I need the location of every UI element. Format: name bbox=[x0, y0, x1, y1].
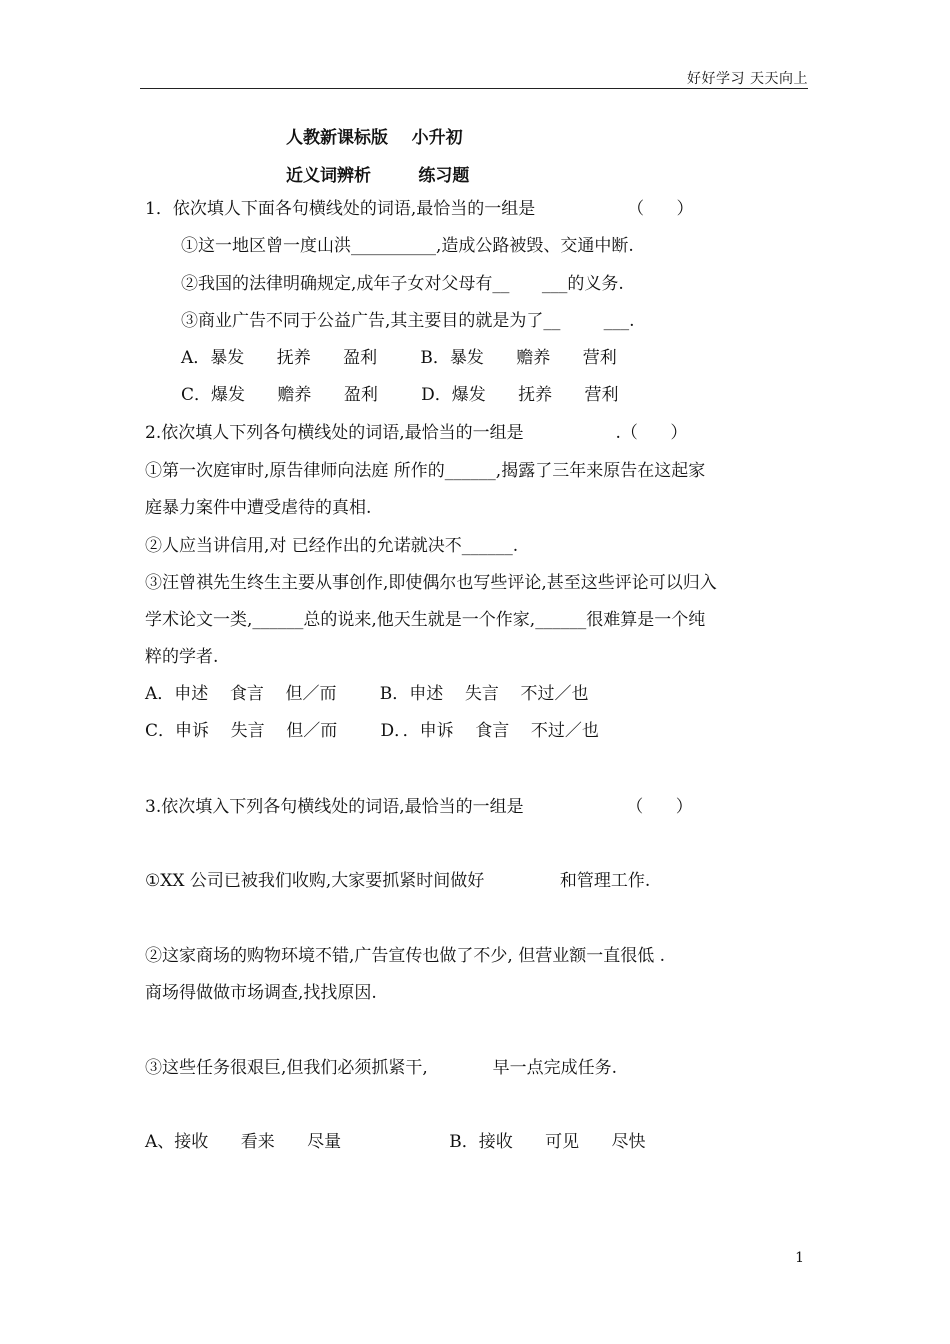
question-2-item-3c: 粹的学者. bbox=[145, 647, 219, 667]
document-title: 人教新课标版 小升初 bbox=[286, 128, 463, 148]
question-1-item-3: ③商业广告不同于公益广告,其主要目的就是为了__ ___. bbox=[181, 311, 635, 331]
question-1-options-ab: A．暴发 抚养 盈利 B．暴发 赡养 营利 bbox=[181, 348, 617, 368]
header-rule bbox=[140, 88, 808, 89]
question-1-stem: 1．依次填人下面各句横线处的词语,最恰当的一组是 （ ） bbox=[145, 199, 694, 219]
question-3-item-2b: 商场得做做市场调查,找找原因. bbox=[145, 983, 377, 1003]
question-2-stem: 2.依次填人下列各句横线处的词语,最恰当的一组是 .（ ） bbox=[145, 423, 688, 443]
question-2-item-3a: ③汪曾祺先生终生主要从事创作,即使偶尔也写些评论,甚至这些评论可以归入 bbox=[145, 573, 717, 593]
question-2-item-1b: 庭暴力案件中遭受虐待的真相. bbox=[145, 498, 372, 518]
question-2-options-cd: C．申诉 失言 但／而 D．．申诉 食言 不过／也 bbox=[145, 721, 599, 741]
question-3-item-3: ③这些任务很艰巨,但我们必须抓紧干, 早一点完成任务. bbox=[145, 1058, 618, 1078]
question-2-item-1a: ①第一次庭审时,原告律师向法庭 所作的______,揭露了三年来原告在这起家 bbox=[145, 461, 706, 481]
question-2-item-3b: 学术论文一类,______总的说来,他天生就是一个作家,______很难算是一个纯 bbox=[145, 610, 706, 630]
question-3-item-2a: ②这家商场的购物环境不错,广告宣传也做了不少, 但营业额一直很低 . bbox=[145, 946, 666, 966]
question-2-item-2: ②人应当讲信用,对 已经作出的允诺就决不______. bbox=[145, 536, 519, 556]
question-1-item-2: ②我国的法律明确规定,成年子女对父母有__ ___的义务. bbox=[181, 274, 624, 294]
question-1-options-cd: C．爆发 赡养 盈利 D．爆发 抚养 营利 bbox=[181, 385, 619, 405]
question-2-options-ab: A．申述 食言 但／而 B．申述 失言 不过／也 bbox=[145, 684, 589, 704]
question-3-options-ab: A、接收 看来 尽量 B．接收 可见 尽快 bbox=[145, 1132, 646, 1152]
document-subtitle: 近义词辨析 练习题 bbox=[286, 166, 470, 186]
header-text: 好好学习 天天向上 bbox=[687, 71, 808, 87]
page-number: 1 bbox=[795, 1250, 804, 1266]
question-3-stem: 3.依次填入下列各句横线处的词语,最恰当的一组是 （ ） bbox=[145, 797, 693, 817]
question-1-item-1: ①这一地区曾一度山洪__________,造成公路被毁、交通中断. bbox=[181, 236, 634, 256]
question-3-item-1: ①XX 公司已被我们收购,大家要抓紧时间做好 和管理工作. bbox=[145, 871, 651, 891]
